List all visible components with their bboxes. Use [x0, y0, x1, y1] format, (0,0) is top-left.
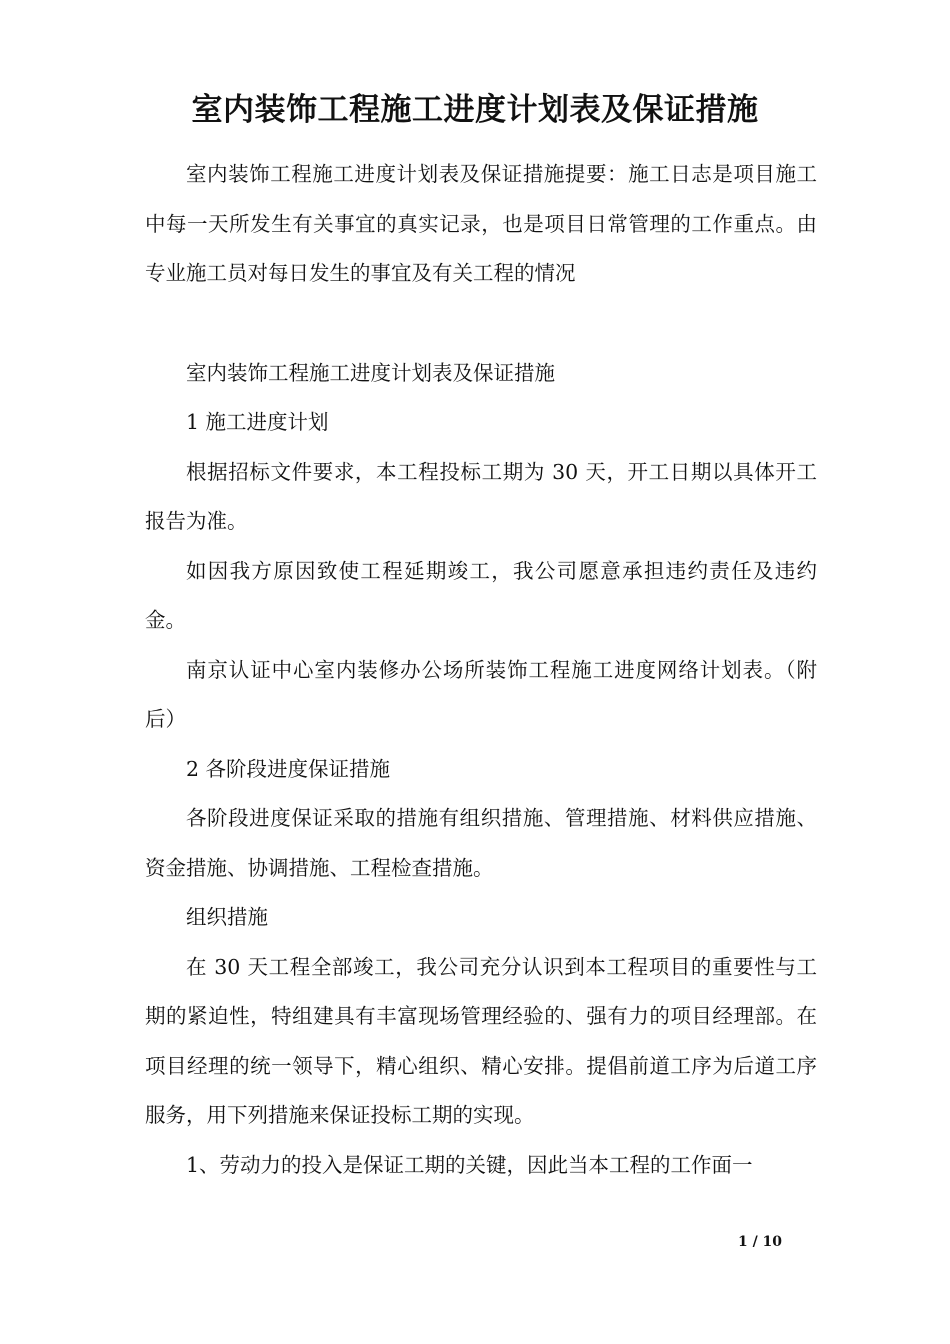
paragraph-measures-list: 各阶段进度保证采取的措施有组织措施、管理措施、材料供应措施、资金措施、协调措施、工程检查措施。 — [145, 806, 817, 880]
paragraph-organization: 在 30 天工程全部竣工，我公司充分认识到本工程项目的重要性与工期的紧迫性，特组建具有丰富现场管理经验的、强有力的项目经理部。在项目经理的统一领导下，精心组织、精心安排。提倡前道工序为后道工序服务，用下列措施来保证投标工期的实现。 — [145, 954, 817, 1127]
paragraph-network-plan: 南京认证中心室内装修办公场所装饰工程施工进度网络计划表。（附后） — [145, 657, 817, 731]
paragraph-spacer — [145, 299, 817, 349]
section-heading-measures: 2 各阶段进度保证措施 — [186, 756, 391, 781]
summary-paragraph: 室内装饰工程施工进度计划表及保证措施提要：施工日志是项目施工中每一天所发生有关事宜的真实记录，也是项目日常管理的工作重点。由专业施工员对每日发生的事宜及有关工程的情况 — [145, 162, 817, 285]
document-body — [145, 150, 817, 1190]
section-heading-organization: 组织措施 — [186, 905, 268, 929]
paragraph-labor: 1、劳动力的投入是保证工期的关键，因此当本工程的工作面一 — [186, 1152, 753, 1177]
paragraph-duration: 根据招标文件要求，本工程投标工期为 30 天，开工日期以具体开工报告为准。 — [145, 459, 817, 533]
paragraph-liability: 如因我方原因致使工程延期竣工，我公司愿意承担违约责任及违约金。 — [145, 558, 817, 632]
document-title: 室内装饰工程施工进度计划表及保证措施 — [191, 92, 759, 128]
section-heading-main: 室内装饰工程施工进度计划表及保证措施 — [186, 360, 555, 385]
section-heading-schedule: 1 施工进度计划 — [186, 410, 329, 434]
page-number: 1 / 10 — [737, 1234, 783, 1250]
